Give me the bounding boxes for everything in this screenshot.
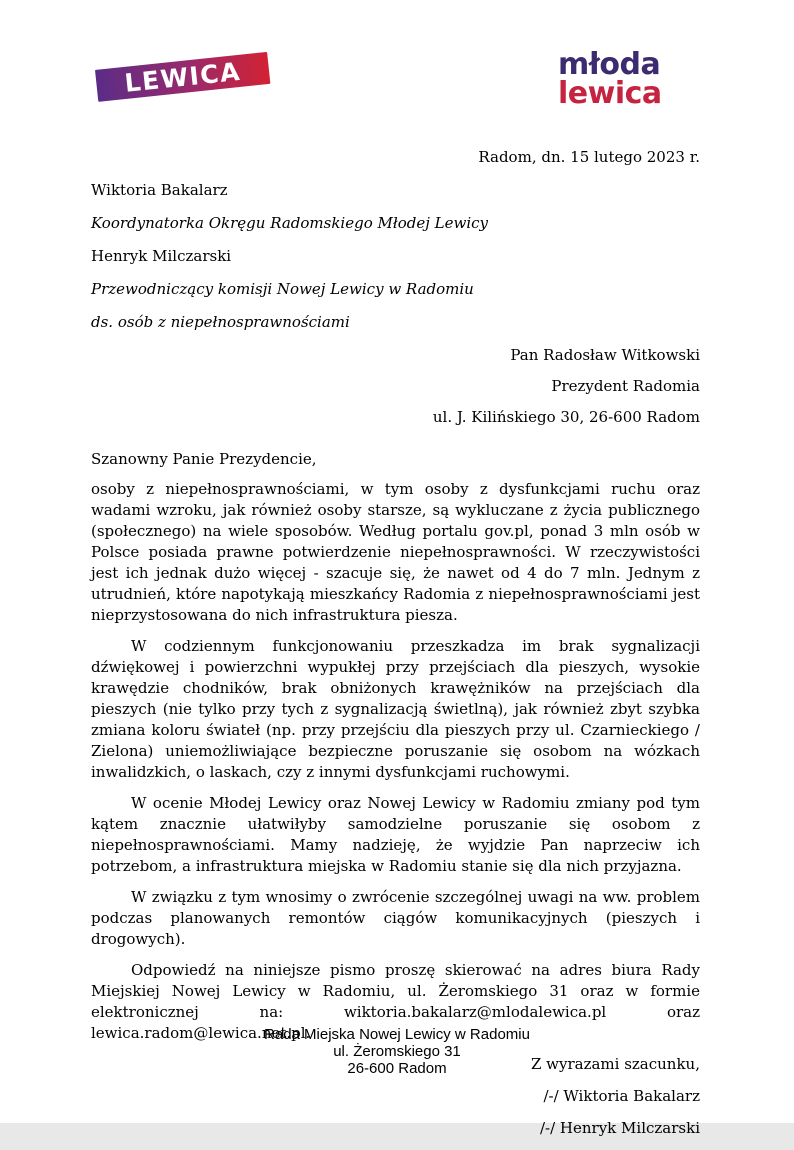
footer-line-street: ul. Żeromskiego 31 — [333, 1043, 461, 1060]
closing-phrase: Z wyrazami szacunku, — [530, 1055, 700, 1073]
recipient-title: Prezydent Radomia — [551, 377, 700, 395]
paragraph-4: W związku z tym wnosimy o zwrócenie szczególnej uwagi na ww. problem podczas planowanych remontów ciągów komunikacyjnych (pieszych i drogowych). — [91, 888, 700, 948]
sender-title-1: Koordynatorka Okręgu Radomskiego Młodej Lewicy — [91, 214, 489, 232]
mloda-lewica-logo-word-lewica: lewica — [558, 76, 662, 111]
sender-name-1: Wiktoria Bakalarz — [91, 181, 228, 199]
sender-title-2: Przewodniczący komisji Nowej Lewicy w Radomiu — [91, 280, 474, 298]
closing-signature-2: /-/ Henryk Milczarski — [539, 1119, 700, 1137]
salutation: Szanowny Panie Prezydencie, — [91, 450, 317, 468]
sender-name-2: Henryk Milczarski — [91, 247, 232, 265]
footer-line-city: 26-600 Radom — [347, 1060, 447, 1077]
recipient-block — [91, 345, 700, 428]
lewica-logo-text: LEWICA — [123, 56, 243, 98]
mloda-lewica-logo-word-mloda: młoda — [558, 47, 661, 82]
paragraph-2: W codziennym funkcjonowaniu przeszkadza im brak sygnalizacji dźwiękowej i powierzchni wypukłej przy przejściach dla pieszych, wysokie krawędzie chodników, brak obniżonych krawężników na przejściach dla pieszych (nie tylko przy tych z sygnalizacją świetlną), jak również zbyt szybka zmiana koloru świateł (np. przy przejściu dla pieszych przy ul. Czarnieckiego / Zielona) uniemożliwiające bezpieczne poruszanie się osobom na wózkach inwalidzkich, o laskach, czy z innymi dysfunkcjami ruchowymi. — [91, 637, 700, 781]
sender-block — [91, 180, 700, 333]
paragraph-1: osoby z niepełnosprawnościami, w tym osoby z dysfunkcjami ruchu oraz wadami wzroku, jak również osoby starsze, są wykluczane z życia publicznego (społecznego) na wiele sposobów. Według portalu gov.pl, ponad 3 mln osób w Polsce posiada prawne potwierdzenie niepełnosprawności. W rzeczywistości jest ich jednak dużo więcej - szacuje się, że nawet od 4 do 7 mln. Jednym z utrudnień, które napotykają mieszkańcy Radomia z niepełnosprawnościami jest nieprzystosowana do nich infrastruktura piesza. — [91, 480, 700, 624]
footer-address-block — [0, 1026, 794, 1077]
mloda-lewica-logo — [558, 47, 662, 111]
letter-content — [91, 147, 700, 1150]
lewica-logo — [95, 52, 270, 102]
date-line: Radom, dn. 15 lutego 2023 r. — [478, 148, 700, 166]
sender-title-2-continued: ds. osób z niepełnosprawnościami — [91, 313, 350, 331]
footer-line-organization: Rada Miejska Nowej Lewicy w Radomiu — [264, 1026, 530, 1043]
paragraph-5: Odpowiedź na niniejsze pismo proszę skierować na adres biura Rady Miejskiej Nowej Lewicy w Radomiu, ul. Żeromskiego 31 oraz w formie elektronicznej na: wiktoria.bakalarz@mlodalewica.pl oraz lewica.radom@lewica.net.pl. — [91, 961, 700, 1042]
closing-signature-1: /-/ Wiktoria Bakalarz — [543, 1087, 700, 1105]
recipient-address: ul. J. Kilińskiego 30, 26-600 Radom — [432, 408, 700, 426]
recipient-name: Pan Radosław Witkowski — [510, 346, 700, 364]
paragraph-3: W ocenie Młodej Lewicy oraz Nowej Lewicy w Radomiu zmiany pod tym kątem znacznie ułatwiłyby samodzielne poruszanie się osobom z niepełnosprawnościami. Mamy nadzieję, że wyjdzie Pan naprzeciw ich potrzebom, a infrastruktura miejska w Radomiu stanie się dla nich przyjazna. — [91, 794, 700, 875]
